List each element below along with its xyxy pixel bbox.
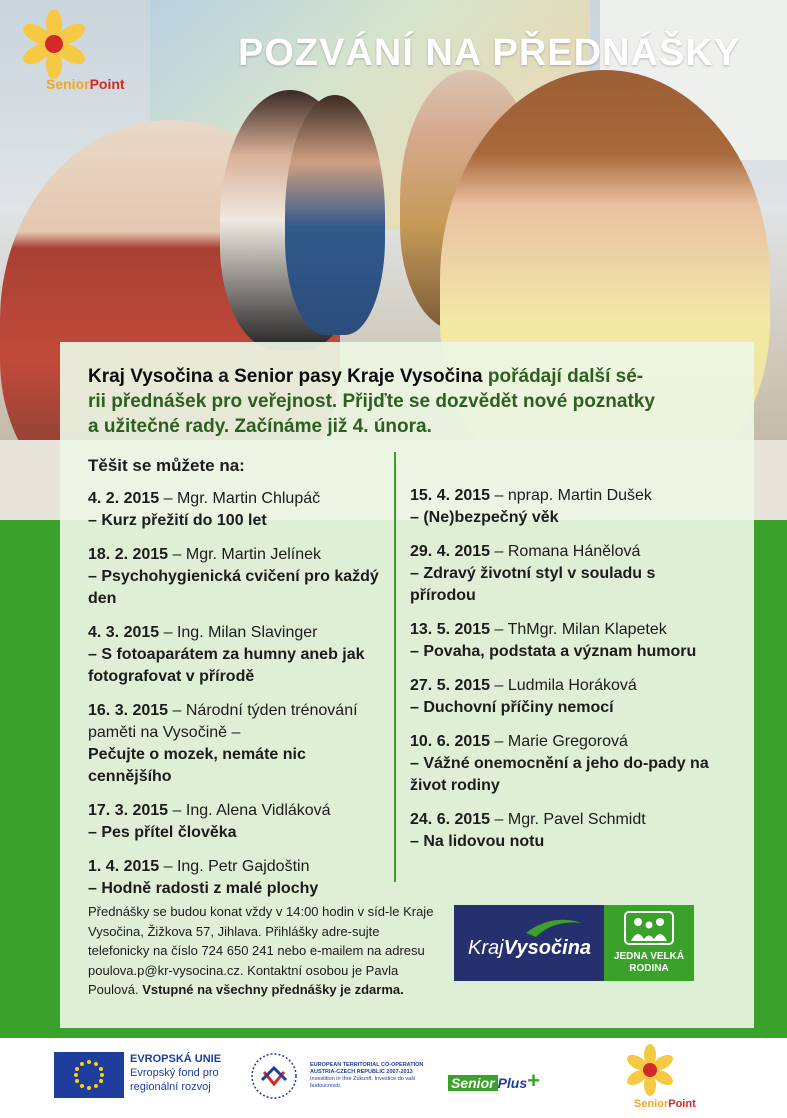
lecture-item <box>88 622 388 688</box>
lecture-topic: – Psychohygienická cvičení pro každý den <box>88 568 379 607</box>
intro-line3: a užitečné rady. Začínáme již 4. února. <box>88 416 432 437</box>
intro-a: a <box>212 366 235 387</box>
lecture-speaker: – Národní týden trénování paměti na Vysočině – <box>88 702 358 741</box>
plus-icon: + <box>527 1068 541 1093</box>
lecture-item <box>88 488 388 532</box>
lecture-speaker: – Ludmila Horáková <box>490 677 637 694</box>
intro-line2: rii přednášek pro veřejnost. Přijďte se dozvědět nové poznatky <box>88 391 655 412</box>
events-left-column <box>88 488 388 900</box>
eu-flag-icon <box>54 1052 124 1098</box>
intro-paragraph <box>88 364 708 439</box>
lecture-speaker: – Mgr. Martin Chlupáč <box>159 490 321 507</box>
eu-title: EVROPSKÁ UNIE <box>130 1053 222 1065</box>
lecture-item <box>410 731 710 797</box>
lecture-date: 15. 4. 2015 <box>410 487 491 504</box>
intro-kraj: Kraj Vysočina <box>88 366 213 387</box>
logo-word-senior-bottom: Senior <box>634 1098 669 1110</box>
lecture-date: 1. 4. 2015 <box>88 858 160 875</box>
lecture-speaker: – Mgr. Pavel Schmidt <box>490 811 646 828</box>
lecture-date: 17. 3. 2015 <box>88 802 169 819</box>
lead-text: Těšit se můžete na: <box>88 456 245 475</box>
lecture-date: 4. 2. 2015 <box>88 490 160 507</box>
lecture-date: 29. 4. 2015 <box>410 543 491 560</box>
lecture-topic: – Na lidovou notu <box>410 833 545 850</box>
lecture-topic: Pečujte o mozek, nemáte nic cennějšího <box>88 746 306 785</box>
footer-info-text: Přednášky se budou konat vždy v 14:00 hodin v síd-le Kraje Vysočina, Žižkova 57, Jihlava. Přihlášky adre-sujte telefonicky na číslo 724 650 241 nebo e-mailem na adresu poulova.p@kr-vysocina.cz. Kontaktní osobou je Pavla Poulová. <box>88 904 434 997</box>
lecture-speaker: – Ing. Petr Gajdoštin <box>159 858 310 875</box>
cz-at-text <box>310 1062 430 1090</box>
rodina-line2: RODINA <box>629 963 669 974</box>
lecture-topic: – Zdravý životní styl v souladu s přírodou <box>410 565 656 604</box>
lecture-speaker: – Marie Gregorová <box>490 733 628 750</box>
kraj-vysocina-wordmark <box>468 937 591 960</box>
seniorpoint-wordmark <box>46 76 125 92</box>
lecture-date: 4. 3. 2015 <box>88 624 160 641</box>
lecture-topic: – Hodně radosti z malé plochy <box>88 880 319 897</box>
seniorpoint-logo-bottom <box>610 1044 730 1114</box>
lecture-speaker: – ThMgr. Milan Klapetek <box>490 621 667 638</box>
lecture-topic: – Duchovní příčiny nemocí <box>410 699 614 716</box>
cz-line2: AUSTRIA-CZECH REPUBLIC 2007-2013 <box>310 1069 413 1075</box>
seniorpoint-wordmark-bottom <box>634 1098 696 1110</box>
column-divider <box>394 452 396 882</box>
footer-info <box>88 902 434 1000</box>
lecture-date: 10. 6. 2015 <box>410 733 491 750</box>
senior-plus-logo <box>448 1068 540 1094</box>
sun-flower-icon <box>14 10 94 80</box>
kraj-vysocina-logo <box>454 905 694 981</box>
eu-sub2: regionální rozvoj <box>130 1081 211 1093</box>
lecture-speaker: – Ing. Alena Vidláková <box>168 802 331 819</box>
lecture-speaker: – Mgr. Martin Jelínek <box>168 546 322 563</box>
senior-plus-plus: Plus <box>497 1075 528 1091</box>
intro-line1-rest: pořádají další sé- <box>482 366 644 387</box>
logo-word-point-bottom: Point <box>668 1098 696 1110</box>
intro-senior-pasy: Senior pasy Kraje Vysočina <box>234 366 483 387</box>
lecture-speaker: – Ing. Milan Slavinger <box>159 624 318 641</box>
lecture-item <box>88 856 388 900</box>
rodina-text <box>604 951 694 975</box>
lecture-topic: – (Ne)bezpečný věk <box>410 509 559 526</box>
person-back-center <box>285 95 385 335</box>
lecture-item <box>410 541 710 607</box>
cz-line1: EUROPEAN TERRITORIAL CO-OPERATION <box>310 1062 424 1068</box>
lecture-item <box>88 544 388 610</box>
lecture-item <box>410 485 710 529</box>
eu-label <box>130 1052 240 1094</box>
page-title: POZVÁNÍ NA PŘEDNÁŠKY <box>238 32 741 74</box>
logo-word-senior: Senior <box>46 76 90 92</box>
lecture-speaker: – nprap. Martin Dušek <box>490 487 652 504</box>
lecture-item <box>88 700 388 788</box>
lecture-date: 18. 2. 2015 <box>88 546 169 563</box>
kraj-vysocina-block <box>454 905 604 981</box>
lecture-topic: – Kurz přežití do 100 let <box>88 512 267 529</box>
brand-vysocina: Vysočina <box>503 937 592 959</box>
seniorpoint-logo-top <box>14 10 164 95</box>
lecture-date: 16. 3. 2015 <box>88 702 169 719</box>
footer-free-entry: Vstupné na všechny přednášky je zdarma. <box>142 982 404 997</box>
lecture-item <box>88 800 388 844</box>
cooperation-ring-icon <box>246 1046 306 1104</box>
sun-flower-icon-small <box>620 1044 680 1096</box>
lecture-item <box>410 675 710 719</box>
lecture-date: 24. 6. 2015 <box>410 811 491 828</box>
cz-line3: Investition in Ihre Zukunft. Investice do vaší budoucnosti. <box>310 1076 416 1089</box>
lecture-topic: – Povaha, podstata a význam humoru <box>410 643 697 660</box>
brand-kraj: Kraj <box>468 937 504 959</box>
lecture-date: 27. 5. 2015 <box>410 677 491 694</box>
lecture-topic: – S fotoaparátem za humny aneb jak fotografovat v přírodě <box>88 646 365 685</box>
lecture-speaker: – Romana Hánělová <box>490 543 641 560</box>
lecture-item <box>410 619 710 663</box>
family-icon <box>624 911 674 945</box>
lecture-date: 13. 5. 2015 <box>410 621 491 638</box>
eu-sub1: Evropský fond pro <box>130 1067 219 1079</box>
lecture-topic: – Vážné onemocnění a jeho do-pady na život rodiny <box>410 755 709 794</box>
lecture-item <box>410 809 710 853</box>
logo-word-point: Point <box>89 76 125 92</box>
rodina-line1: JEDNA VELKÁ <box>613 951 685 962</box>
events-right-column <box>410 485 710 853</box>
jedna-velka-rodina-block <box>604 905 694 981</box>
lecture-topic: – Pes přítel člověka <box>88 824 237 841</box>
senior-plus-senior: Senior <box>448 1075 498 1091</box>
